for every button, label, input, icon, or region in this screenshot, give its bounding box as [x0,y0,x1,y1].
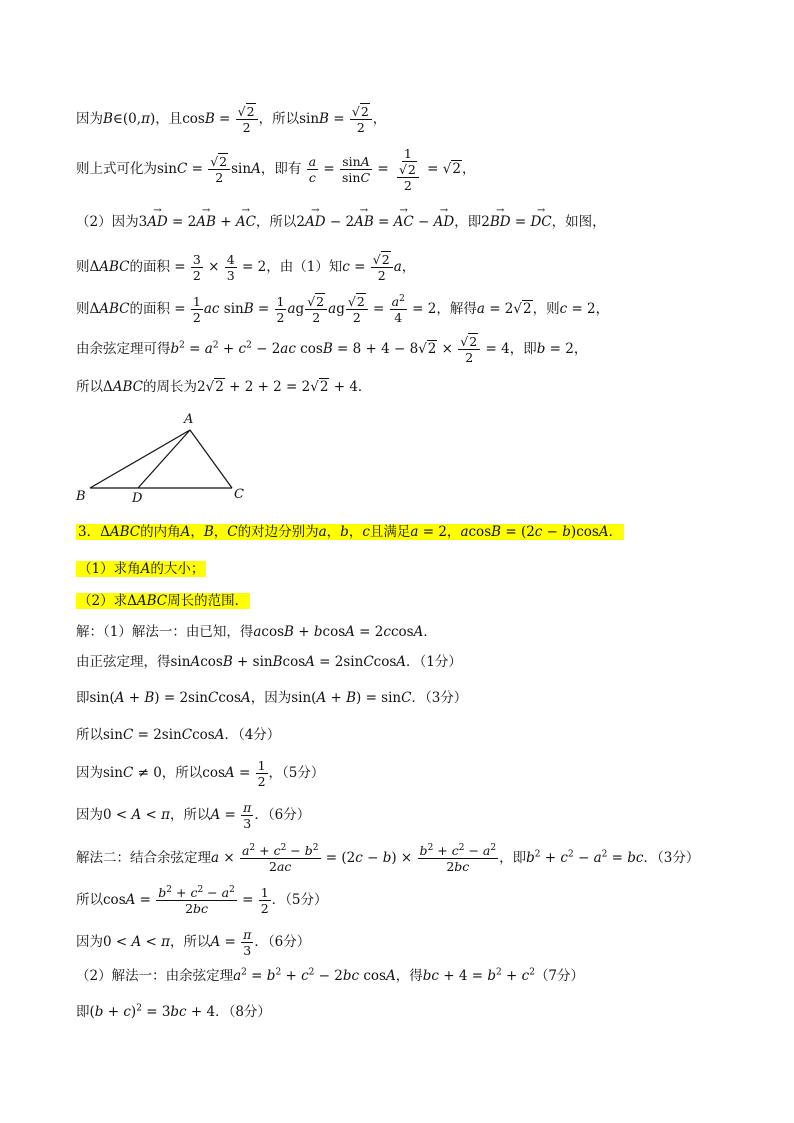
solution-line-4: 则ΔABC的面积 = $\frac{3}{2}$ × $\frac{4}{3}$ = 2，由（1）知c = $\frac{√2}{2}$ a， [76,252,416,283]
question-3-part-1: （1）求角A的大小； [78,561,205,577]
question-3-part-2: （2）求ΔABC周长的范围． [78,593,249,609]
solution-step-7: 解法二：结合余弦定理a × $\frac{a^2 + c^2 - b^2}{2ac}$ = (2c − b) × $\frac{b^2 + c^2 - a^2}{2bc}$ ，即$b^2 + c^2 - a^2$ = bc．（3分） [76,842,700,874]
question-3: 3．ΔABC的内角A，B，C的对边分别为a，b，c且满足a = 2，acosB = (2c − b)cosA． [78,524,623,540]
label-a: A [184,412,194,427]
solution-step-11: 即$(b + c)^2 = 3bc + 4$．（8分） [76,1003,271,1020]
solution-line-2: 则上式可化为sinC = $\frac{√2}{2}$ sinA，即有 $\frac{a}{c}$ = $\frac{\sin A}{\sin C}$ = $\frac{1}{\frac{√2}{2}}$ = √2， [76,146,476,193]
solution-step-6: 因为0 < A < π，所以A = $\frac{\pi}{3}$ ．（6分） [76,800,311,831]
solution-step-4: 所以sinC = 2sinCcosA．（4分） [76,727,281,743]
label-c: C [234,487,244,502]
side-ac [190,430,232,488]
solution-line-3: （2）因为3→ AD = 2→ AB + → AC，所以2→ AD − 2→ AB = → AC − → AD，即2→ BD = → DC，如图， [76,212,606,232]
solution-line-6: 由余弦定理可得$b^2 = a^2 + c^2 - 2ac$ cosB = 8 + 4 − 8√2 × $\frac{√2}{2}$ = 4，即b = 2， [76,334,588,365]
solution-step-8: 所以cosA = $\frac{b^2 + c^2 - a^2}{2bc}$ = $\frac{1}{2}$ ．（5分） [76,884,328,916]
solution-step-3: 即sin(A + B) = 2sinCcosA，因为sin(A + B) = sinC．（3分） [76,690,468,706]
solution-step-2: 由正弦定理，得sinAcosB + sinBcosA = 2sinCcosA．（1分） [76,654,462,670]
solution-line-7: 所以ΔABC的周长为2√2 + 2 + 2 = 2√2 + 4． [76,379,372,395]
solution-step-9: 因为0 < A < π，所以A = $\frac{\pi}{3}$ ．（6分） [76,927,311,958]
side-ab [90,430,190,488]
triangle-figure [70,408,260,508]
segment-ad [138,430,190,488]
label-d: D [132,491,143,506]
solution-step-1: 解：（1）解法一：由已知，得acosB + bcosA = 2ccosA． [76,624,437,640]
label-b: B [76,489,86,504]
solution-line-1: 因为B∈(0,π)，且cosB = $\frac{√2}{2}$ ，所以sinB = $\frac{√2}{2}$ ， [76,104,387,135]
solution-step-5: 因为sinC ≠ 0，所以cosA = $\frac{1}{2}$ ，（5分） [76,758,325,789]
solution-step-10: （2）解法一：由余弦定理$a^2 = b^2 + c^2 - 2bc$ cosA，得bc + $4 = b^2 + c^2(7$分） [76,967,585,984]
solution-line-5: 则ΔABC的面积 = $\frac{1}{2}$ ac sinB = $\frac{1}{2}$ ag $\frac{√2}{2}$ ag $\frac{√2}{2}$ = $\frac{a^2}{4}$ = 2，解得a = 2√2，则c = 2， [76,293,610,325]
